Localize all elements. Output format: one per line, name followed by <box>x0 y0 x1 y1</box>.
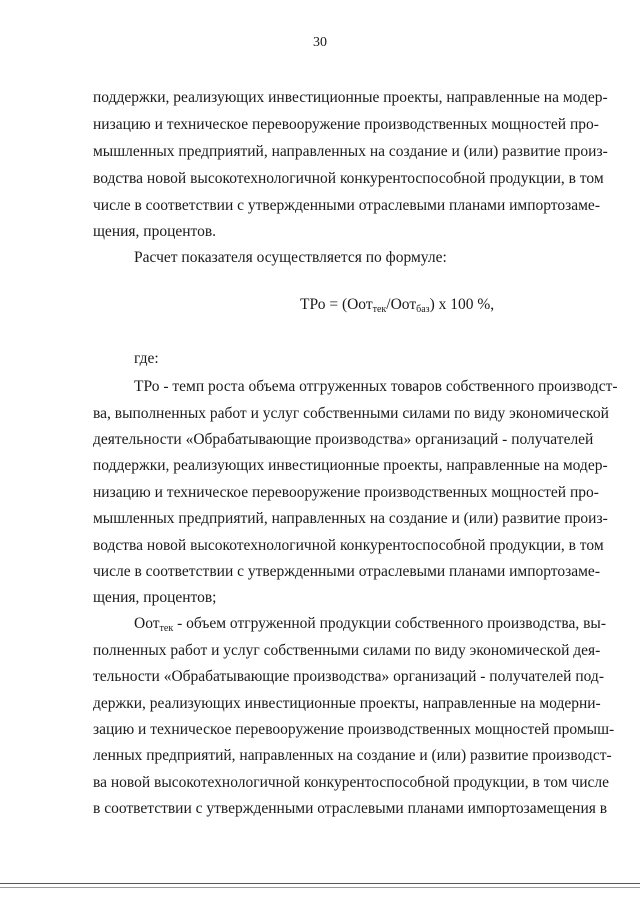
paragraph-line: мышленных предприятий, направленных на создание и (или) развитие произ- <box>93 510 608 527</box>
paragraph-line: деятельности «Обрабатывающие производства» организаций - получателей <box>93 431 594 448</box>
paragraph-line: числе в соответствии с утвержденными отраслевыми планами импортозаме- <box>93 563 600 580</box>
paragraph-line: поддержки, реализующих инвестиционные проекты, направленные на модер- <box>93 89 608 106</box>
paragraph-line: тельности «Обрабатывающие производства» организаций - получателей под- <box>93 668 604 685</box>
footer-rule-secondary <box>0 887 640 888</box>
where-label: где: <box>134 350 159 367</box>
page-number: 30 <box>313 35 327 50</box>
paragraph-line: числе в соответствии с утвержденными отраслевыми планами импортозаме- <box>93 197 600 214</box>
paragraph-line: держки, реализующих инвестиционные проекты, направленные на модерни- <box>93 695 601 712</box>
paragraph-line: ТРо - темп роста объема отгруженных товаров собственного производст- <box>134 378 618 395</box>
term-base: Оот <box>134 615 160 632</box>
paragraph-line: щения, процентов. <box>93 223 217 240</box>
term-definition-start: - объем отгруженной продукции собственного производства, вы- <box>173 615 606 632</box>
paragraph-line: водства новой высокотехнологичной конкурентоспособной продукции, в том <box>93 170 604 187</box>
paragraph-line: низацию и техническое перевооружение производственных мощностей про- <box>93 484 599 501</box>
paragraph-line: ленных предприятий, направленных на создание и (или) развитие производст- <box>93 747 612 764</box>
term-oot-tek <box>134 615 173 632</box>
paragraph-line: в соответствии с утвержденными отраслевыми планами импортозамещения в <box>93 800 608 817</box>
formula-lhs: ТРо = (Оот <box>300 296 373 313</box>
paragraph-line: щения, процентов; <box>93 589 217 606</box>
paragraph-line: зацию и техническое перевооружение производственных мощностей промыш- <box>93 721 615 738</box>
formula-sub-baz: баз <box>416 304 430 315</box>
paragraph-line: полненных работ и услуг собственными силами по виду экономической дея- <box>93 642 601 659</box>
paragraph-line: поддержки, реализующих инвестиционные проекты, направленные на модер- <box>93 457 608 474</box>
paragraph-line <box>134 614 606 639</box>
paragraph-line: ва новой высокотехнологичной конкурентоспособной продукции, в том числе <box>93 774 610 791</box>
formula <box>300 296 494 315</box>
formula-sub-tek: тек <box>372 304 387 315</box>
formula-rhs: ) х 100 %, <box>429 296 495 313</box>
footer-rule <box>0 883 640 884</box>
term-sub: тек <box>159 623 174 634</box>
paragraph-line: низацию и техническое перевооружение производственных мощностей про- <box>93 116 599 133</box>
formula-mid: /Оот <box>386 296 417 313</box>
paragraph-line: ва, выполненных работ и услуг собственными силами по виду экономической <box>93 405 609 422</box>
paragraph-line: водства новой высокотехнологичной конкурентоспособной продукции, в том <box>93 537 604 554</box>
formula-intro: Расчет показателя осуществляется по формуле: <box>134 249 447 266</box>
paragraph-line: мышленных предприятий, направленных на создание и (или) развитие произ- <box>93 143 608 160</box>
